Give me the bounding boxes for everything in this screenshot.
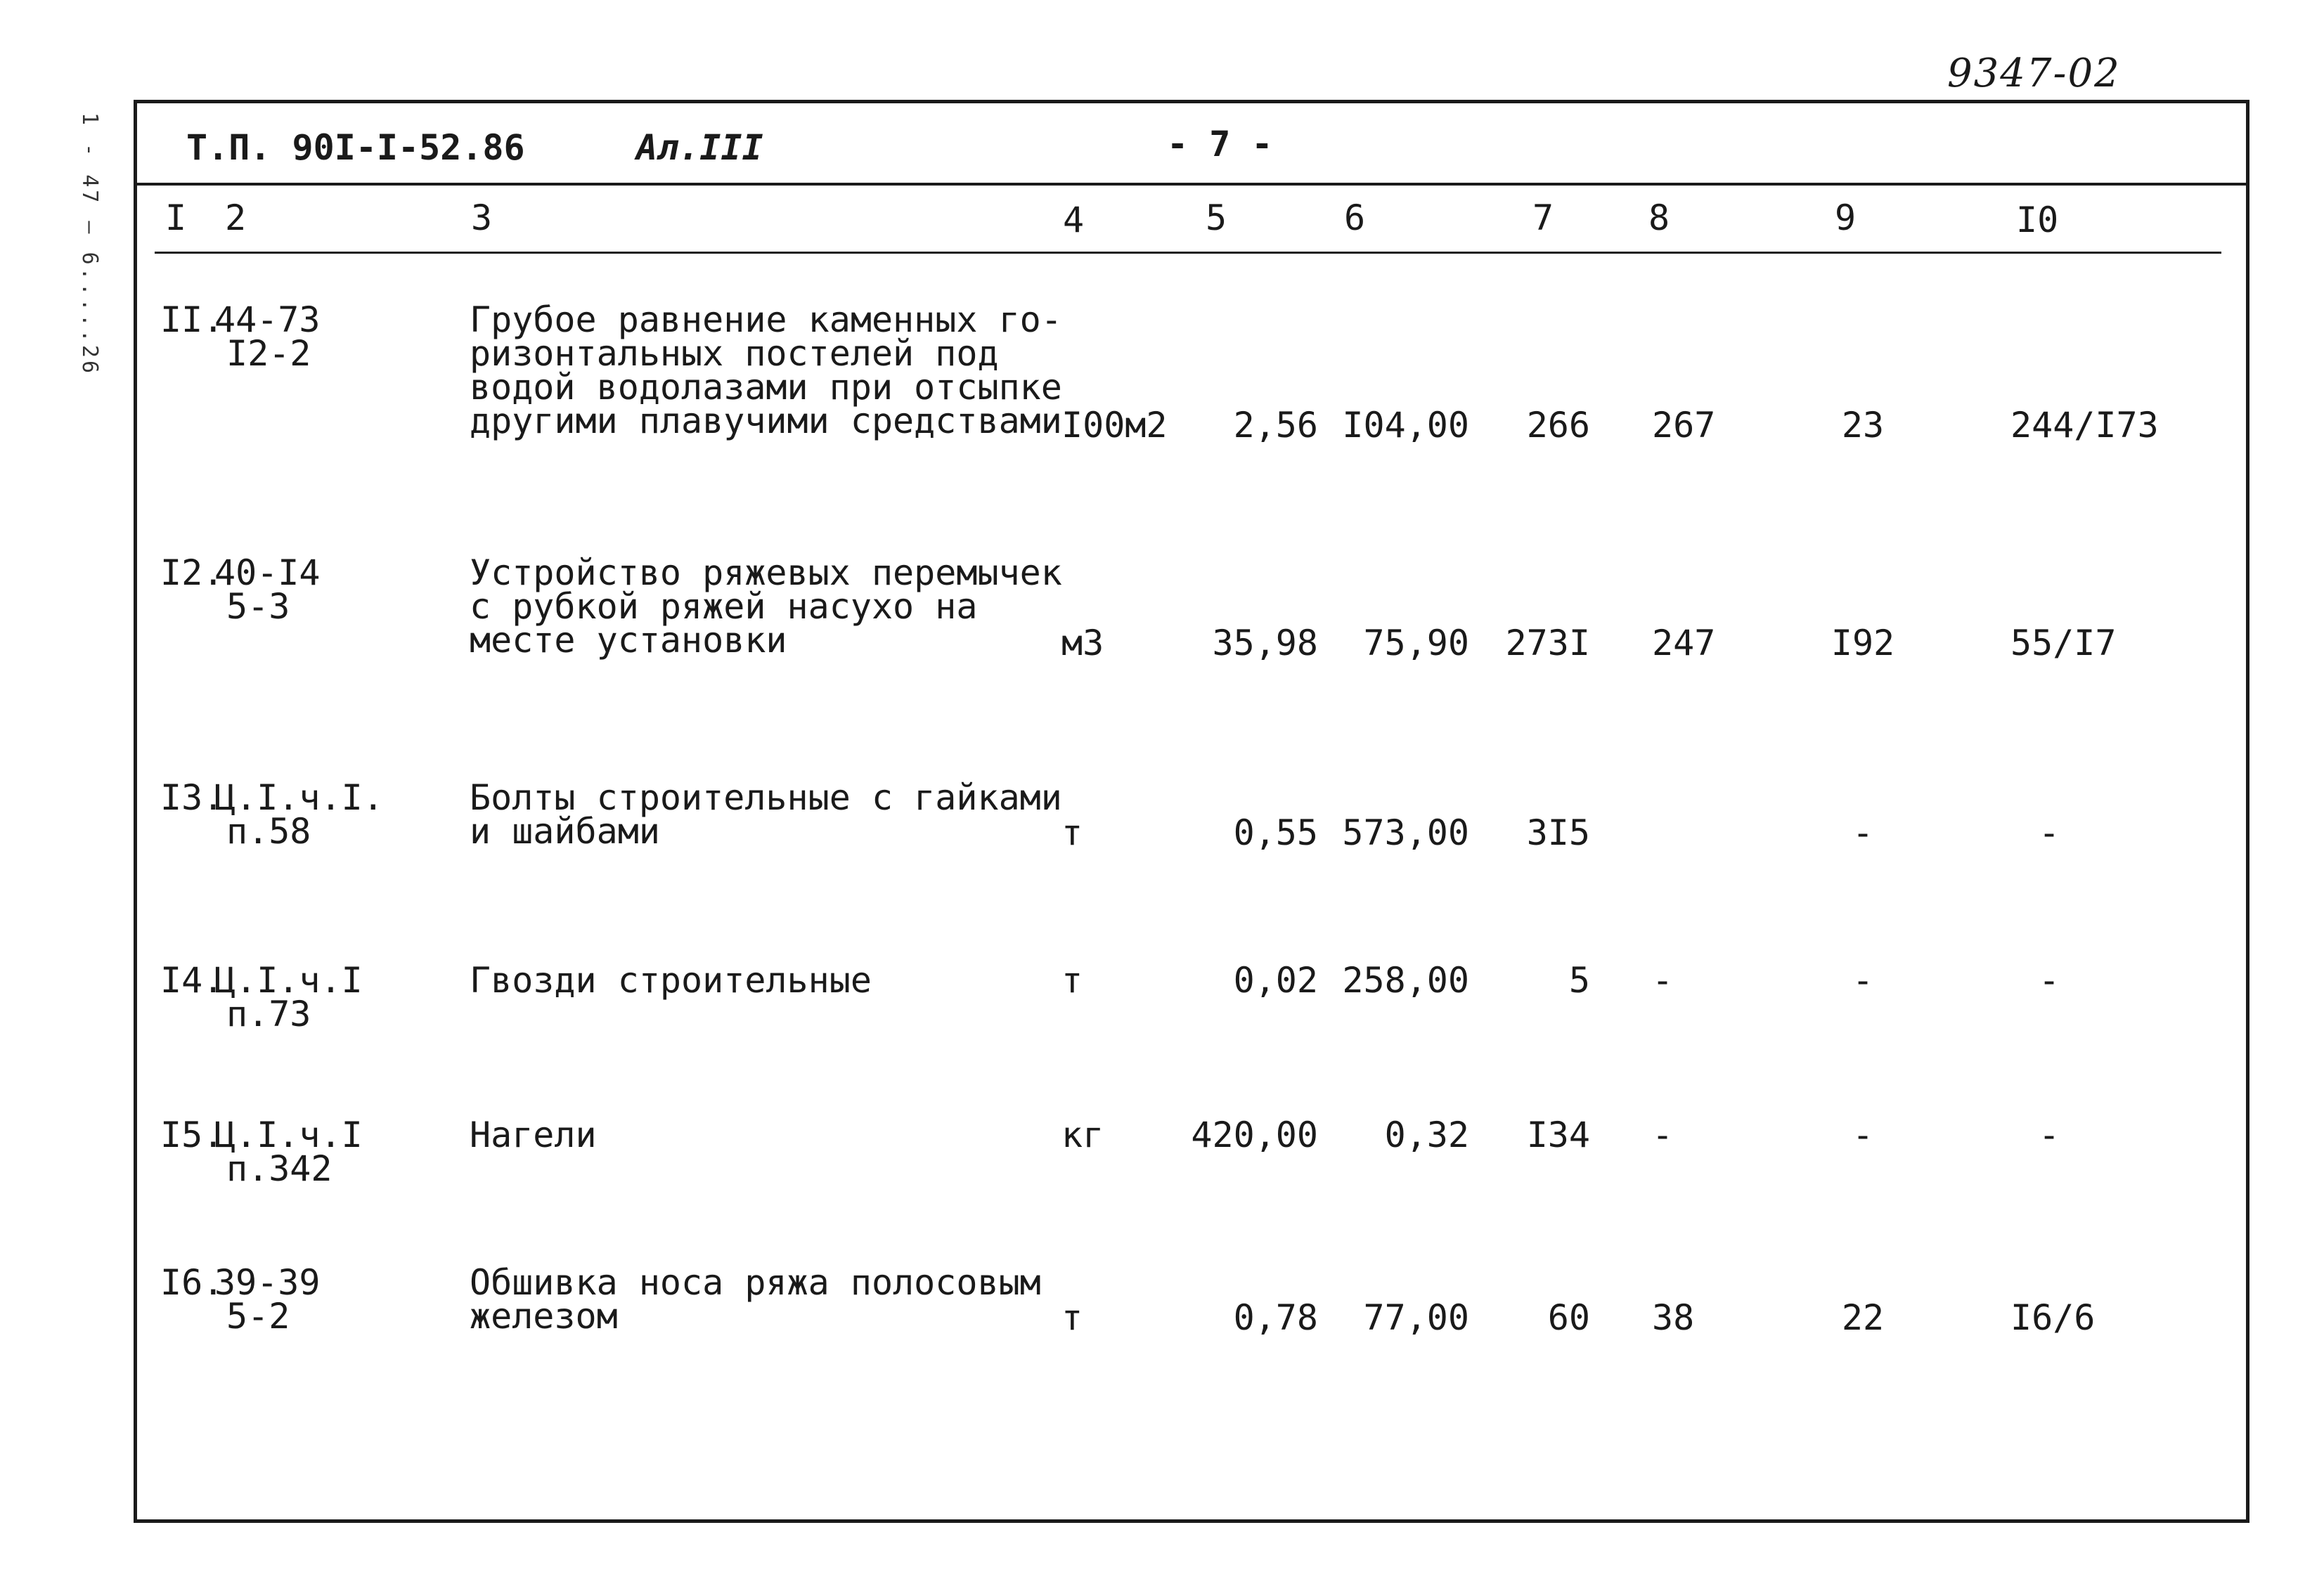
row-unit-price: 258,00 (1342, 960, 1469, 1001)
row-quantity: 0,55 (1233, 812, 1318, 853)
row-code-sub: 5-2 (226, 1296, 290, 1337)
row-description-line: Нагели (470, 1115, 597, 1155)
album-number: Ал.III (636, 127, 763, 168)
row-unit: кг (1061, 1115, 1104, 1155)
row-description-line: Гвозди строительные (470, 960, 872, 1001)
row-unit-price: 75,90 (1363, 623, 1469, 663)
margin-note: 1 - 47 — 6.....26 (77, 112, 102, 377)
row-description-line: Грубое равнение каменных го- (470, 299, 1062, 340)
row-unit: т (1061, 812, 1083, 853)
row-number: I5. (160, 1115, 224, 1155)
row-unit-price: 77,00 (1363, 1297, 1469, 1338)
row-number: I2. (160, 552, 224, 593)
row-col9: - (1852, 960, 1874, 1001)
col-header-5: 5 (1206, 197, 1227, 238)
row-description-line: водой водолазами при отсыпке (470, 367, 1062, 408)
row-description-line: Обшивка носа ряжа полосовым (470, 1262, 1041, 1303)
row-description-line: другими плавучими средствами (470, 401, 1062, 441)
row-unit: т (1061, 960, 1083, 1001)
row-description-line: с рубкой ряжей насухо на (470, 586, 978, 627)
row-total: 273I (1505, 623, 1590, 663)
col-header-1: I (165, 197, 187, 238)
row-col10: - (2039, 812, 2060, 853)
row-code: Ц.I.ч.I (214, 960, 363, 1001)
page-number: - 7 - (1167, 124, 1273, 164)
row-code: 44-73 (214, 299, 321, 340)
row-number: II. (160, 299, 224, 340)
row-col9: I92 (1831, 623, 1895, 663)
row-number: I6. (160, 1262, 224, 1303)
row-unit-price: 0,32 (1384, 1115, 1469, 1155)
col-header-9: 9 (1835, 197, 1857, 238)
col-header-2: 2 (225, 197, 247, 238)
row-description-line: Устройство ряжевых перемычек (470, 552, 1062, 593)
row-col8: 267 (1652, 405, 1716, 446)
row-code-sub: п.58 (226, 811, 311, 852)
row-quantity: 0,02 (1233, 960, 1318, 1001)
row-unit: I00м2 (1061, 405, 1168, 446)
row-unit-price: 573,00 (1342, 812, 1469, 853)
row-col10: I6/6 (2010, 1297, 2096, 1338)
row-description-line: ризонтальных постелей под (470, 333, 999, 374)
col-header-3: 3 (471, 197, 493, 238)
row-description-line: и шайбами (470, 811, 660, 852)
row-col8: - (1652, 960, 1674, 1001)
row-unit: т (1061, 1297, 1083, 1338)
row-code-sub: п.73 (226, 994, 311, 1034)
row-col10: - (2039, 1115, 2060, 1155)
header-rule (135, 183, 2249, 186)
col-header-7: 7 (1532, 197, 1554, 238)
row-col8: - (1652, 1115, 1674, 1155)
row-quantity: 2,56 (1233, 405, 1318, 446)
row-description-line: Болты строительные с гайками (470, 777, 1062, 818)
row-number: I4. (160, 960, 224, 1001)
row-quantity: 0,78 (1233, 1297, 1318, 1338)
row-unit-price: I04,00 (1342, 405, 1469, 446)
row-col10: - (2039, 960, 2060, 1001)
row-description-line: железом (470, 1296, 618, 1337)
row-description-line: месте установки (470, 620, 787, 661)
row-quantity: 420,00 (1191, 1115, 1318, 1155)
row-quantity: 35,98 (1212, 623, 1318, 663)
row-code: 40-I4 (214, 552, 321, 593)
col-header-4: 4 (1063, 200, 1085, 240)
row-code: Ц.I.ч.I. (214, 777, 384, 818)
project-code: Т.П. 90I-I-52.86 (186, 127, 525, 168)
row-col8: 38 (1652, 1297, 1695, 1338)
row-total: 266 (1526, 405, 1590, 446)
row-code: Ц.I.ч.I (214, 1115, 363, 1155)
row-code: 39-39 (214, 1262, 321, 1303)
row-col9: 23 (1841, 405, 1885, 446)
row-col9: 22 (1841, 1297, 1885, 1338)
col-header-8: 8 (1648, 197, 1670, 238)
col-header-6: 6 (1344, 197, 1366, 238)
row-col10: 55/I7 (2010, 623, 2117, 663)
document-number: 9347-02 (1947, 51, 2121, 96)
row-code-sub: I2-2 (226, 333, 311, 374)
col-header-10: I0 (2016, 200, 2059, 240)
row-total: I34 (1526, 1115, 1590, 1155)
row-col9: - (1852, 1115, 1874, 1155)
row-number: I3. (160, 777, 224, 818)
row-code-sub: 5-3 (226, 586, 290, 627)
row-total: 3I5 (1526, 812, 1590, 853)
row-unit: м3 (1061, 623, 1104, 663)
row-col9: - (1852, 812, 1874, 853)
row-total: 5 (1568, 960, 1590, 1001)
row-col10: 244/I73 (2010, 405, 2159, 446)
row-col8: 247 (1652, 623, 1716, 663)
row-total: 60 (1547, 1297, 1590, 1338)
row-code-sub: п.342 (226, 1148, 333, 1189)
column-header-rule (155, 252, 2221, 254)
